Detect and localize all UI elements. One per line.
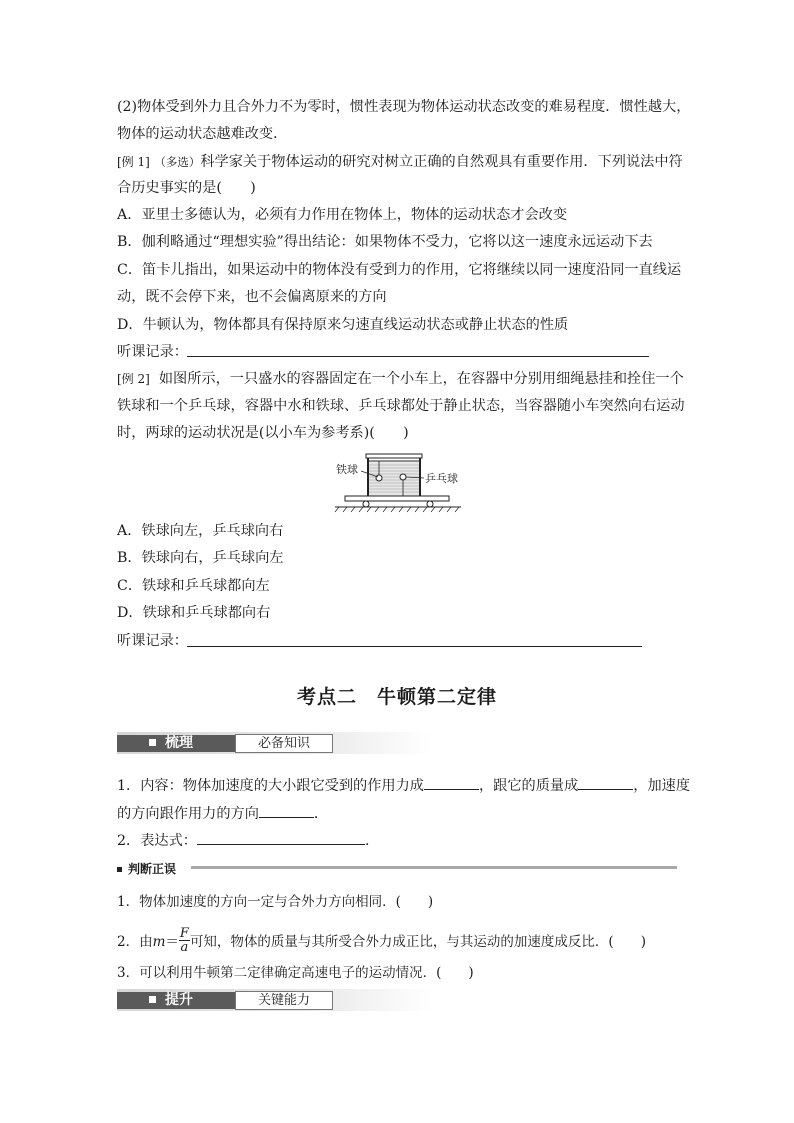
option-c: C．铁球和乒乓球都向左	[117, 578, 270, 594]
option-c: C．笛卡儿指出，如果运动中的物体没有受到力的作用，它将继续以同一速度沿同一直线运	[117, 262, 682, 278]
pingpong-ball	[400, 474, 406, 480]
item-text: ，加速度	[633, 778, 691, 794]
option-b: B．伽利略通过“理想实验”得出结论：如果物体不受力，它将以这一速度永远运动下去	[117, 234, 653, 250]
content-item-1	[117, 777, 690, 795]
square-bullet-icon	[117, 867, 122, 872]
ground-hatching	[335, 507, 459, 512]
option-d: D．牛顿认为，物体都具有保持原来匀速直线运动状态或静止状态的性质	[117, 317, 569, 333]
wheel-right	[427, 501, 433, 507]
container-wall-right	[419, 458, 421, 496]
cart-body	[345, 496, 449, 501]
banner-title: 提升	[165, 992, 193, 1008]
notes-line[interactable]	[187, 646, 642, 647]
text-line: (2)物体受到外力且合外力不为零时，惯性表现为物体运动状态改变的难易程度．惯性越大，	[117, 99, 691, 115]
content-item-1-cont	[117, 805, 328, 823]
option-d: D．铁球和乒乓球都向右	[117, 605, 271, 621]
banner-light-tab: 关键能力	[235, 991, 333, 1010]
banner-dark-tab	[117, 735, 235, 752]
option-c-cont: 动，既不会停下来，也不会偏离原来的方向	[117, 289, 387, 305]
option-b: B．铁球向右，乒乓球向左	[117, 550, 284, 566]
text-line: 物体的运动状态越难改变．	[117, 126, 288, 142]
item-text: 1．内容：物体加速度的大小跟它受到的作用力成	[117, 778, 424, 794]
judge-divider	[191, 866, 677, 869]
example-text: 如图所示，一只盛水的容器固定在一个小车上，在容器中分别用细绳悬挂和拴住一个	[158, 371, 684, 387]
banner-title: 梳理	[165, 735, 193, 751]
judge-label	[117, 862, 176, 876]
banner-light-tab: 必备知识	[235, 734, 333, 753]
fraction-numerator: F	[179, 926, 189, 941]
fill-blank[interactable]	[197, 832, 365, 845]
banner-improve	[117, 989, 432, 1011]
option-a: A．亚里士多德认为，必须有力作用在物体上，物体的运动状态才会改变	[117, 207, 568, 223]
judge-item-2	[117, 926, 646, 956]
item-text: .	[364, 833, 370, 849]
wheel-left	[363, 501, 369, 507]
container-wall-left	[367, 458, 369, 496]
section-heading: 考点二 牛顿第二定律	[296, 686, 497, 708]
iron-ball	[376, 475, 382, 481]
notes-label: 听课记录：	[117, 344, 188, 360]
option-a: A．铁球向左，乒乓球向右	[117, 523, 284, 539]
judge-item-3: 3．可以利用牛顿第二定律确定高速电子的运动情况．( )	[117, 965, 474, 981]
example-text: 科学家关于物体运动的研究对树立正确的自然观具有重要作用．下列说法中符	[200, 154, 683, 170]
fill-blank[interactable]	[578, 777, 633, 790]
item-text: ，跟它的质量成	[478, 778, 579, 794]
item-text: 2．由	[117, 934, 153, 950]
square-bullet-icon	[149, 739, 156, 746]
item-text: 可知，物体的质量与其所受合外力成正比，与其运动的加速度成反比．( )	[189, 934, 646, 950]
formula-eq: ＝	[165, 934, 179, 950]
example-tag: [例 1]	[117, 155, 150, 169]
fill-blank[interactable]	[259, 805, 314, 818]
judge-title: 判断正误	[128, 862, 177, 876]
notes-line[interactable]	[187, 356, 649, 357]
label-iron: 铁球	[336, 463, 358, 476]
item-text: ．	[313, 806, 329, 822]
item-text: 的方向跟作用力的方向	[117, 806, 259, 822]
fill-blank[interactable]	[424, 777, 479, 790]
formula-m: m	[152, 934, 166, 950]
banner-sort	[117, 732, 432, 754]
banner-dark-tab	[117, 992, 235, 1009]
example-tag: [例 2]	[117, 372, 150, 386]
judge-item-1: 1．物体加速度的方向一定与合外力方向相同．( )	[117, 894, 434, 910]
fraction-denominator: a	[180, 940, 189, 955]
content-item-2	[117, 832, 369, 850]
formula-fraction	[179, 927, 190, 954]
multi-select-note: （多选）	[154, 155, 201, 169]
label-pingpong: 乒乓球	[425, 472, 458, 485]
judge-header	[117, 862, 677, 876]
square-bullet-icon	[149, 996, 156, 1003]
example-2-stem	[117, 370, 684, 388]
text-line: 合历史事实的是( )	[117, 180, 256, 196]
text-line: 铁球和一个乒乓球，容器中水和铁球、乒乓球都处于静止状态，当容器随小车突然向右运动	[117, 398, 685, 414]
cart-container-figure	[333, 452, 463, 514]
notes-label: 听课记录：	[117, 633, 188, 649]
item-text: 2．表达式：	[117, 833, 197, 849]
container-lid	[366, 454, 422, 458]
text-line: 时，两球的运动状况是(以小车为参考系)( )	[117, 425, 409, 441]
example-1-stem	[117, 153, 683, 171]
